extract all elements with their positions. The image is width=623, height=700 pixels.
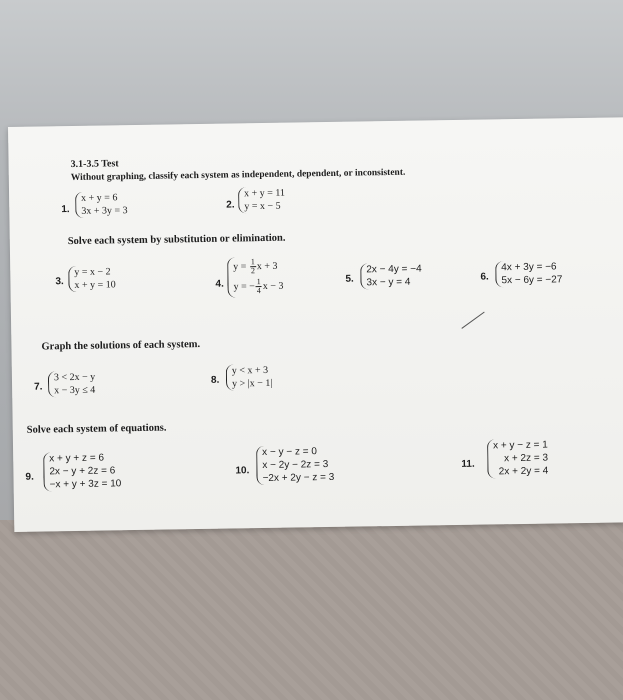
problem-11-number: 11. [461, 458, 475, 470]
problem-5-system [360, 263, 422, 290]
problem-6-eq2: 5x − 6y = −27 [501, 274, 563, 287]
problem-5-eq1: 2x − 4y = −4 [366, 263, 422, 276]
problem-7-eq1: 3 < 2x − y [53, 371, 96, 384]
problem-6-eq1: 4x + 3y = −6 [501, 261, 557, 274]
problem-8-system [226, 364, 273, 391]
problem-4-number: 4. [215, 278, 224, 290]
pencil-mark [461, 312, 484, 329]
problem-11-system [487, 439, 548, 479]
problem-8-eq1: y < x + 3 [231, 364, 269, 377]
problem-2-number: 2. [226, 199, 235, 211]
problem-11-eq1: x + y − z = 1 [492, 439, 548, 452]
problem-4-eq1: y = $\frac{1}{2}$ x + 3 [233, 257, 278, 276]
problem-7-eq2: x − 3y ≤ 4 [54, 384, 96, 397]
problem-1-eq1: x + y = 6 [81, 192, 118, 204]
problem-7-number: 7. [34, 381, 43, 393]
problem-4-system [227, 257, 284, 298]
problem-9-eq3: −x + y + 3z = 10 [49, 478, 122, 491]
problem-1-number: 1. [61, 204, 70, 216]
problem-5-eq2: 3x − y = 4 [366, 276, 411, 289]
problem-9-number: 9. [25, 471, 34, 483]
problem-10-system [256, 445, 334, 485]
problem-8-number: 8. [210, 374, 220, 386]
problem-2-eq2: y = x − 5 [244, 200, 281, 213]
problem-3-system [68, 265, 116, 292]
test-title: 3.1-3.5 Test [70, 158, 119, 171]
problem-7-system [48, 371, 96, 398]
problem-9-system [43, 451, 121, 491]
fraction-one-quarter: $\frac{1}{4}$ [256, 277, 261, 296]
problem-2-system [238, 187, 285, 214]
problem-6-system [495, 260, 562, 287]
fraction-one-half: $\frac{1}{2}$ [250, 257, 256, 276]
three-var-instructions: Solve each system of equations. [26, 422, 167, 436]
problem-8-eq2: y > |x − 1| [231, 377, 273, 390]
graph-instructions: Graph the solutions of each system. [41, 339, 201, 353]
problem-4-eq2: y = − $\frac{1}{4}$ x − 3 [233, 277, 284, 296]
problem-5-number: 5. [345, 273, 354, 285]
problem-9-eq1: x + y + z = 6 [49, 452, 105, 465]
problem-10-number: 10. [235, 465, 250, 477]
classify-instructions: Without graphing, classify each system as independent, dependent, or inconsistent. [70, 167, 406, 184]
problem-6-number: 6. [480, 271, 489, 283]
solve-instructions: Solve each system by substitution or elimination. [67, 232, 286, 248]
problem-1-eq2: 3x + 3y = 3 [81, 205, 128, 217]
table-surface [0, 520, 623, 700]
problem-9-eq2: 2x − y + 2z = 6 [49, 465, 116, 478]
problem-3-eq1: y = x − 2 [74, 266, 111, 278]
problem-10-eq3: −2x + 2y − z = 3 [262, 471, 335, 485]
problem-10-eq2: x − 2y − 2z = 3 [262, 459, 329, 472]
problem-3-eq2: x + y = 10 [74, 279, 116, 291]
problem-2-eq1: x + y = 11 [243, 187, 286, 200]
test-paper [8, 117, 623, 532]
problem-1-system [75, 191, 128, 218]
problem-10-eq1: x − y − z = 0 [262, 446, 317, 459]
problem-11-eq3: 2x + 2y = 4 [498, 465, 549, 478]
problem-11-eq2: x + 2z = 3 [504, 452, 549, 465]
problem-3-number: 3. [55, 276, 64, 288]
